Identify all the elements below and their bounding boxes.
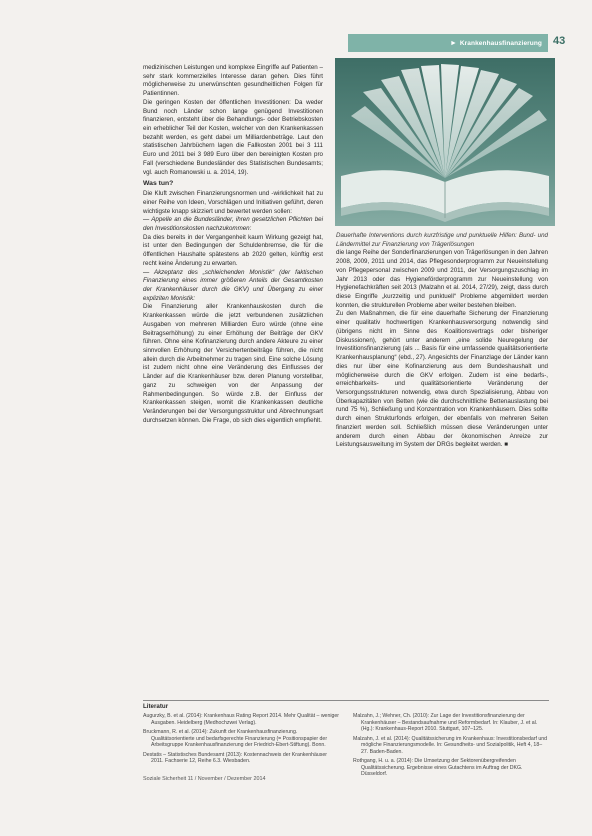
list-item-title: — Akzeptanz des „schleichenden Monistik“ (der faktischen Finanzierung eines immer größeren Anteils der Gesamtkosten der Krankenhäuser durch die GKV) und Übergang zu einer expliziten Monistik:	[143, 268, 323, 302]
references-section	[143, 700, 549, 781]
list-item-title: — Appelle an die Bundesländer, ihren gesetzlichen Pflichten bei den Investitionskosten nachzukommen:	[143, 216, 323, 232]
references-title: Literatur	[143, 703, 169, 710]
section-header-bar	[348, 34, 548, 52]
paragraph: Die geringen Kosten der öffentlichen Investitionen: Da weder Bund noch Länder schon lange genügend Investitionen finanzieren, entsteht über die Behandlungs- oder Betriebskosten ein erheblicher Teil der Kosten, welcher von den Krankenkassen bezahlt werden, es geht dabei um Milliardenbeträge. Laut den statistischen Jahrbüchern lagen die Fallkosten 2001 bei 3 111 Euro und 2011 bei 3 989 Euro über den bereinigten Kosten pro Fall (verschiedene Bundesländer des Statistischen Bundesamts; vgl. auch Romanowski u. a. 2014, 19).	[143, 98, 323, 176]
right-text-column	[336, 232, 548, 450]
page-footer: Soziale Sicherheit 11 / November / Dezember 2014	[143, 776, 266, 782]
paragraph: die lange Reihe der Sonderfinanzierungen von Trägerlösungen in den Jahren 2008, 2009, 2011 und 2014, das Pflegesonderprogramm zur Neueinstellung von Pflegepersonal zwischen 2009 und 2011, der Versorgungszuschlag im Jahr 2013 oder das Hygieneförderprogramm zur Neueinstellung von Hygienefachkräften seit 2013 (Malzahn et al. 2014, 27/29), zeigt, dass durch diese Eingriffe „kurzzeitig und punktuell“ Probleme abgemildert werden konnten, die strukturellen Probleme aber weiter bestehen bleiben.	[336, 249, 548, 309]
page-number: 43	[553, 35, 566, 47]
reference-entry: Malzahn, J.; Wehner, Ch. (2010): Zur Lage der Investitionsfinanzierung der Krankenhäuser – Bestandsaufnahme und Reformbedarf. In: Klauber, J. et al. (Hg.): Krankenhaus-Report 2010. Stuttgart, 107–125.	[353, 713, 538, 733]
reference-entry: Bruckmann, R. et al. (2014): Zukunft der Krankenhausfinanzierung. Qualitätsorientierte und bedarfsgerechte Finanzierung (= Positionspapier der Arbeitsgruppe Krankenhausfinanzierung der Friedrich-Ebert-Stiftung). Bonn.	[143, 728, 328, 749]
reference-entry: Destatis – Statistisches Bundesamt (2013): Kostennachweis der Krankenhäuser 2011. Fachserie 12, Reihe 6.3. Wiesbaden.	[143, 751, 327, 765]
reference-entry: Malzahn, J. et al. (2014): Qualitätssicherung im Krankenhaus: Investitionsbedarf und mögliche Finanzierungsmodelle. In: Gesundheits- und Sozialpolitik, Heft 4, 18–27. Baden-Baden.	[353, 735, 548, 755]
section-heading: Was tun?	[143, 180, 174, 188]
arrow-right-icon: ►	[449, 39, 457, 47]
section-title: Krankenhausfinanzierung	[459, 39, 542, 47]
paragraph: Die Kluft zwischen Finanzierungsnormen und -wirklichkeit hat zu einer Reihe von Ideen, Vorschlägen und Initiativen geführt, deren wichtigste knapp skizziert und bewertet werden sollen:	[143, 190, 323, 215]
left-text-column	[143, 64, 323, 425]
reference-entry: Augurzky, B. et al. (2014): Krankenhaus Rating Report 2014. Mehr Qualität – weniger Ausgaben. Heidelberg (Medhochzwei Verlag).	[143, 713, 339, 726]
references-right-column	[353, 713, 549, 781]
paragraph	[336, 310, 548, 450]
open-book-image	[335, 58, 555, 226]
references-left-column	[143, 713, 339, 781]
list-item-body: Da dies bereits in der Vergangenheit kaum Wirkung gezeigt hat, ist unter den Bedingungen der Schuldenbremse, die für die öffentlichen Haushalte spätestens ab 2020 gelten, künftig erst recht keine Änderung zu erwarten.	[143, 233, 323, 267]
reference-entry: Rothgang, H. u. a. (2014): Die Umsetzung der Sektorenübergreifenden Qualitätssicherung. Ergebnisse eines Gutachtens im Auftrag der DKG. Düsseldorf.	[353, 758, 523, 778]
book-photo	[335, 58, 555, 226]
list-item-body: Die Finanzierung aller Krankenhauskosten durch die Krankenkassen würde die jetzt verbundenen zusätzlichen Ausgaben von mehreren Milliarden Euro würde (ohne eine Beitragserhöhung) zu einer Erhöhung der Beiträge der GKV führen. Ohne eine Kofinanzierung durch andere Akteure zu einer sinnvollen Erhöhung der Versichertenbeiträge führen, die nicht allein durch die Arbeitnehmer zu tragen sind. Eine solche Lösung ist zudem nicht ohne eine Veränderung des Einflusses der Länder auf die Krankenhäuser bzw. deren Planung vorstellbar, ganz zu schweigen von der Anpassung der Rahmenbedingungen. So würde z.B. der Einfluss der Krankenkassen steigen, womit die Krankenkassen deutliche Veränderungen bei der Versorgungsstruktur und Abrechnungsart durchsetzen können. Die Frage, ob sich dies eigentlich empfiehlt.	[143, 303, 323, 424]
end-mark: ■	[504, 441, 508, 449]
paragraph-text: Zu den Maßnahmen, die für eine dauerhafte Sicherung der Finanzierung einer qualitativ hochwertigen Krankenhausversorgung notwendig sind (übrigens nicht im Sinne des Koalitionsvertrags oder bisheriger Diskussionen), gehört unter anderem „eine solide Neuregelung der Investitionsfinanzierung (als ... Basis für eine umfassende qualitätsorientierte Krankenhausplanung“ (ebd., 27). Angesichts der Finanzlage der Länder kann dies nur über eine Kofinanzierung aus dem Bundeshaushalt und möglicherweise durch die GKV erfolgen. Zudem ist eine bedarfs-, erreichbarkeits- und qualitätsorientierte Veränderung der Versorgungsstrukturen notwendig, etwa durch Spezialisierung, Abbau von Überkapazitäten von Betten (wie die durchschnittliche Bettenauslastung bei rund 75 %), Schließung und Konzentration von Krankenhäusern. Dies sollte durch einen Strukturfonds erfolgen, der ebenfalls von mehreren Seiten finanziert werden soll. Schließlich müssen diese Veränderungen unter anderem durch einen Abbau der ökonomischen Anreize zur Leistungsausweitung im System der DRGs begleitet werden.	[336, 310, 548, 449]
paragraph: medizinischen Leistungen und komplexe Eingriffe auf Patienten – sehr stark kommerzielles Interesse daran gehen. Dies führt möglicherweise zu unerwünschten gesundheitlichen Folgen für Patientinnen.	[143, 64, 323, 98]
image-caption: Dauerhafte Interventions durch kurzfristige und punktuelle Hilfen: Bund- und Ländermittel zur Finanzierung von Trägerlösungen	[336, 232, 548, 248]
